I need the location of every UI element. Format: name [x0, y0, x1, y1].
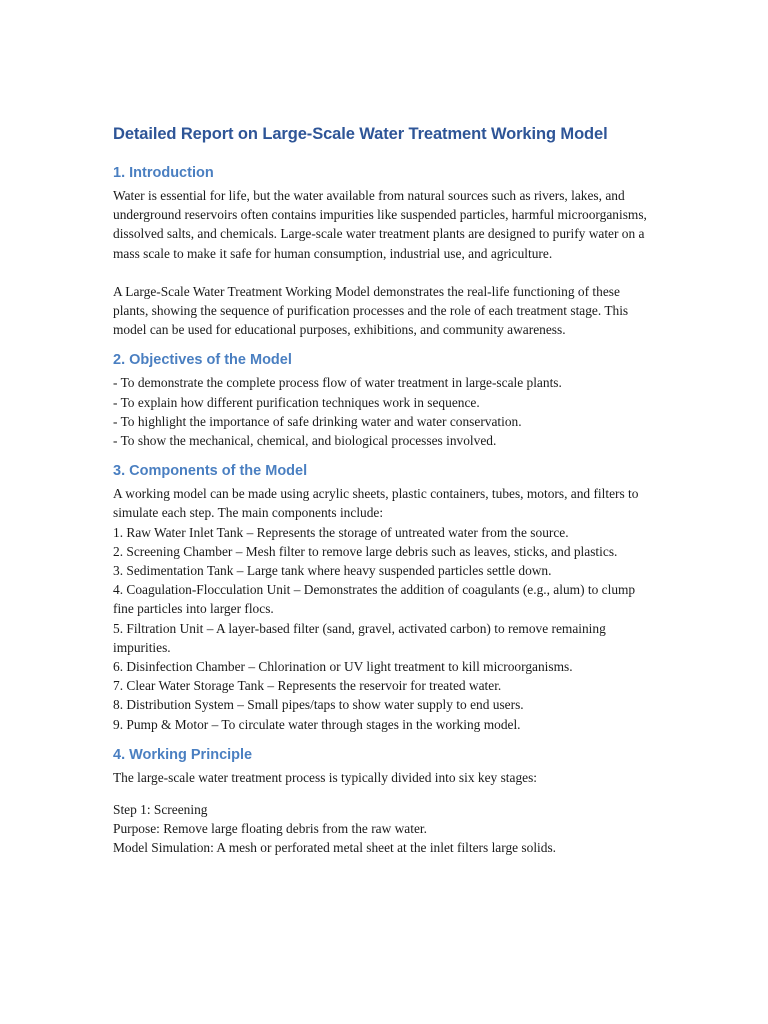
- intro-paragraph-1: Water is essential for life, but the water available from natural sources such as rivers, lakes, and underground reservoirs often contains impurities like suspended particles, harmful microorganisms, dissolved salts, and chemicals. Large-scale water treatment plants are designed to purify water on a mass scale to make it safe for human consumption, industrial use, and agriculture.: [113, 188, 647, 261]
- step-title: Step 1: Screening: [113, 802, 208, 818]
- step-purpose: Purpose: Remove large floating debris from the raw water.: [113, 821, 427, 837]
- objectives-list: [113, 373, 658, 450]
- list-item: - To demonstrate the complete process flow of water treatment in large-scale plants.: [113, 375, 562, 391]
- intro-paragraph-2: A Large-Scale Water Treatment Working Model demonstrates the real-life functioning of these plants, showing the sequence of purification processes and the role of each treatment stage. This model can be used for educational purposes, exhibitions, and community awareness.: [113, 283, 629, 338]
- document-title: Detailed Report on Large-Scale Water Treatment Working Model: [113, 125, 608, 143]
- list-item: 8. Distribution System – Small pipes/taps to show water supply to end users.: [113, 697, 524, 713]
- section-heading-introduction: 1. Introduction: [113, 165, 214, 181]
- list-item: - To show the mechanical, chemical, and biological processes involved.: [113, 433, 497, 449]
- section-heading-working-principle: 4. Working Principle: [113, 746, 253, 763]
- components-list: [113, 484, 658, 734]
- step-block: [113, 800, 658, 858]
- list-item: 9. Pump & Motor – To circulate water through stages in the working model.: [113, 716, 521, 732]
- list-item: - To explain how different purification techniques work in sequence.: [113, 394, 480, 410]
- list-item: 1. Raw Water Inlet Tank – Represents the storage of untreated water from the source.: [113, 524, 569, 540]
- list-item: 3. Sedimentation Tank – Large tank where heavy suspended particles settle down.: [113, 563, 552, 579]
- document-page: [113, 122, 658, 858]
- working-principle-intro: The large-scale water treatment process is typically divided into six key stages:: [113, 769, 538, 785]
- list-item: 6. Disinfection Chamber – Chlorination or UV light treatment to kill microorganisms.: [113, 659, 573, 675]
- section-heading-components: 3. Components of the Model: [113, 463, 308, 480]
- list-item: 5. Filtration Unit – A layer-based filter (sand, gravel, activated carbon) to remove remaining impurities.: [113, 620, 606, 655]
- step-simulation: Model Simulation: A mesh or perforated metal sheet at the inlet filters large solids.: [113, 840, 557, 856]
- list-item: 7. Clear Water Storage Tank – Represents the reservoir for treated water.: [113, 678, 502, 694]
- section-heading-objectives: 2. Objectives of the Model: [113, 352, 292, 369]
- list-item: - To highlight the importance of safe drinking water and water conservation.: [113, 413, 522, 429]
- components-intro: A working model can be made using acrylic sheets, plastic containers, tubes, motors, and filters to simulate each step. The main components include:: [113, 486, 639, 521]
- list-item: 4. Coagulation-Flocculation Unit – Demonstrates the addition of coagulants (e.g., alum) to clump fine particles into larger flocs.: [113, 582, 636, 617]
- list-item: 2. Screening Chamber – Mesh filter to remove large debris such as leaves, sticks, and plastics.: [113, 543, 618, 559]
